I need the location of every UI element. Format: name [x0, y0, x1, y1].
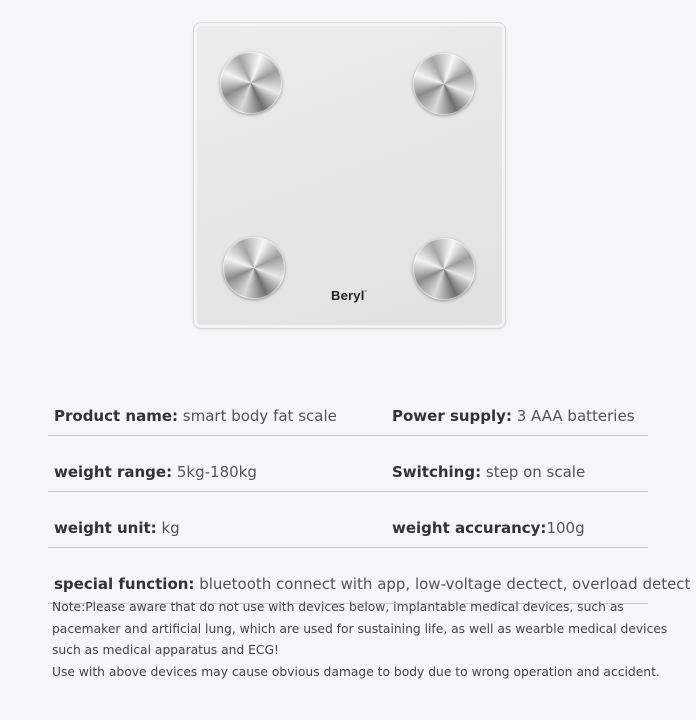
weight-range-spec	[54, 463, 257, 481]
spec-label: Switching:	[392, 463, 482, 481]
electrode-pad-bottom-left	[223, 237, 285, 299]
spec-value: bluetooth connect with app, low-voltage dectect, overload detect	[199, 575, 691, 593]
spec-table	[48, 380, 691, 604]
spec-label: Product name:	[54, 407, 178, 425]
spec-row	[48, 380, 648, 436]
power-supply-spec	[392, 407, 635, 425]
spec-label: special function:	[54, 575, 195, 593]
spec-value: kg	[161, 519, 180, 537]
spec-value: 3 AAA batteries	[516, 407, 635, 425]
spec-value: smart body fat scale	[182, 407, 337, 425]
special-function-spec	[54, 575, 690, 593]
spec-value: 5kg-180kg	[176, 463, 257, 481]
spec-value: step on scale	[485, 463, 586, 481]
brand-logo: Beryl°	[331, 288, 368, 303]
spec-label: weight accurancy:	[392, 519, 547, 537]
weight-unit-spec	[54, 519, 180, 537]
spec-label: Power supply:	[392, 407, 512, 425]
electrode-pad-top-left	[220, 52, 282, 114]
note-paragraph: Use with above devices may cause obvious damage to body due to wrong operation and accident.	[52, 664, 660, 679]
spec-row	[48, 492, 648, 548]
note-paragraph: Note:Please aware that do not use with devices below, implantable medical devices, such as pacemaker and artificial lung, which are used for sustaining life, as well as wearble medical devices such as medical apparatus and ECG!	[52, 600, 668, 657]
electrode-pad-bottom-right	[413, 238, 475, 300]
weight-accuracy-spec	[392, 519, 585, 537]
spec-label: weight range:	[54, 463, 173, 481]
body-fat-scale-image	[193, 22, 506, 329]
spec-label: weight unit:	[54, 519, 157, 537]
spec-row	[48, 548, 691, 604]
spec-value: 100g	[546, 519, 585, 537]
product-name-spec	[54, 407, 337, 425]
switching-spec	[392, 463, 585, 481]
electrode-pad-top-right	[413, 53, 475, 115]
spec-row	[48, 436, 648, 492]
safety-note	[52, 597, 682, 683]
